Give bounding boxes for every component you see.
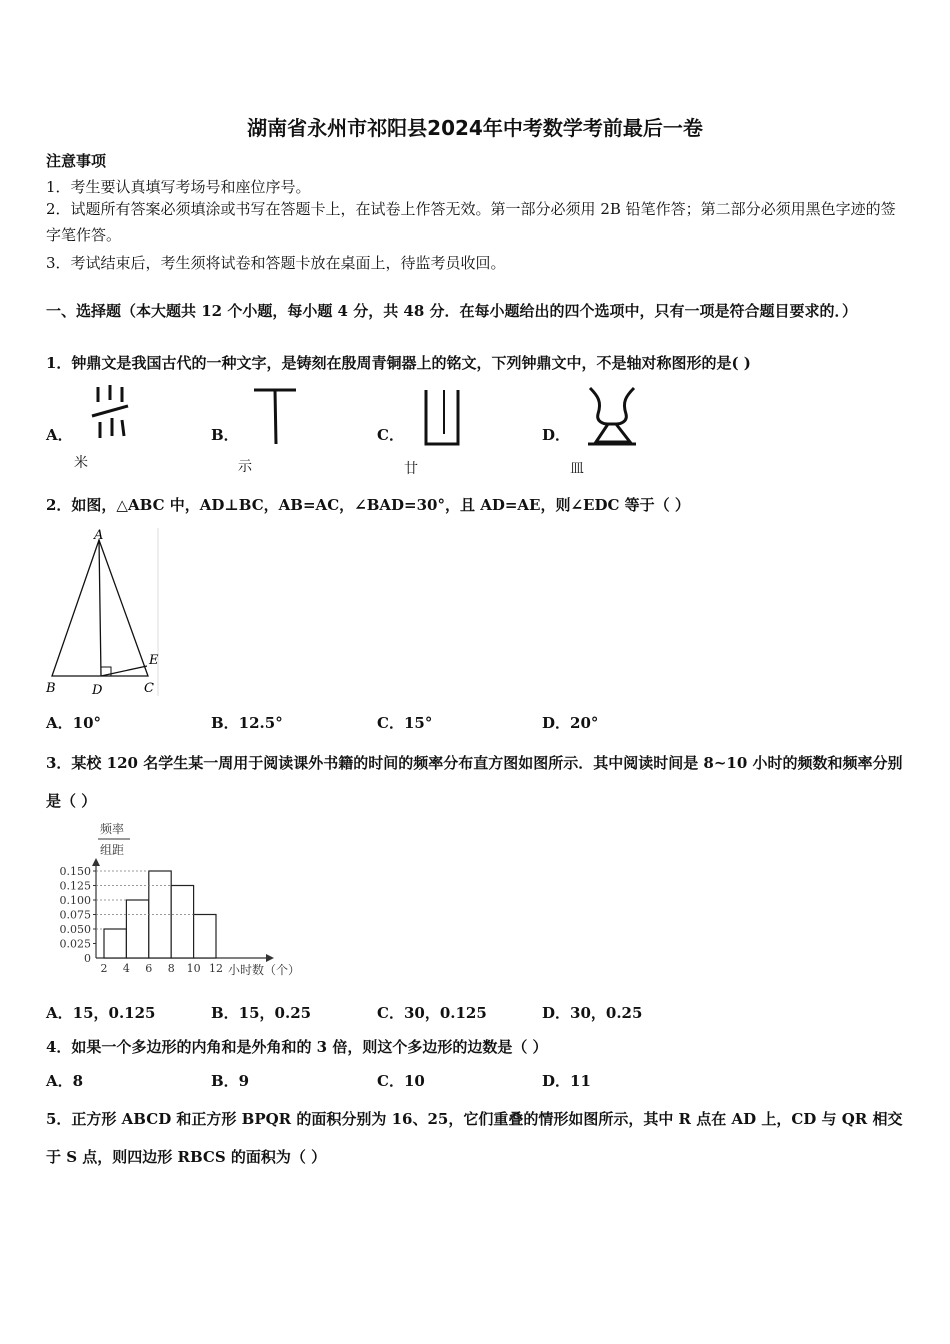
x-axis-arrow [266, 954, 274, 962]
q4-option-d: D．11 [542, 1072, 591, 1090]
y-tick-label: 0.150 [59, 865, 91, 878]
x-tick-label: 6 [145, 962, 153, 975]
q1-caption-a: 米 [74, 455, 88, 471]
q1-glyph-b [250, 384, 300, 454]
q1-caption-d: 皿 [570, 461, 584, 477]
y-axis-arrow [92, 858, 100, 866]
question-4-stem: 4．如果一个多边形的内角和是外角和的 3 倍，则这个多边形的边数是（ ） [46, 1038, 548, 1056]
question-1-stem: 1．钟鼎文是我国古代的一种文字，是铸刻在殷周青铜器上的铭文，下列钟鼎文中，不是轴对称图形的是( ) [46, 354, 751, 372]
notice-heading: 注意事项 [46, 152, 107, 170]
q1-glyph-d [584, 384, 640, 450]
q3-option-c: C．30，0.125 [377, 1004, 487, 1022]
histogram-bar [194, 915, 216, 959]
q2-option-a: A．10° [46, 714, 102, 732]
y-tick-label: 0.100 [59, 894, 91, 907]
q1-option-d-label: D． [542, 426, 571, 444]
q2-label-b: B [46, 681, 56, 696]
q3-option-b: B．15，0.25 [211, 1004, 312, 1022]
notice-item-1: 1．考生要认真填写考场号和座位序号。 [46, 178, 311, 196]
page-title: 湖南省永州市祁阳县2024年中考数学考前最后一卷 [247, 116, 703, 140]
y-tick-label: 0.050 [59, 923, 91, 936]
chart-xlabel: 小时数（个） [228, 963, 301, 977]
y-tick-label: 0.025 [59, 937, 91, 951]
q2-label-a: A [94, 528, 104, 543]
y-tick-label: 0.125 [59, 879, 91, 893]
q1-caption-b: 示 [238, 459, 252, 475]
q2-label-d: D [92, 683, 103, 698]
q1-glyph-a [88, 382, 138, 472]
q4-option-a: A．8 [46, 1072, 84, 1090]
q1-option-c-label: C． [377, 426, 404, 444]
q3-option-d: D．30，0.25 [542, 1004, 643, 1022]
q1-glyph-c [418, 388, 468, 450]
q2-option-d: D．20° [542, 714, 599, 732]
q2-option-b: B．12.5° [211, 714, 283, 732]
y-tick-label: 0.075 [59, 908, 91, 922]
notice-item-2: 2．试题所有答案必须填涂或书写在答题卡上，在试卷上作答无效。第一部分必须用 2B 铅笔作答；第二部分必须用黑色字迹的签字笔作答。 [46, 200, 896, 244]
q2-option-c: C．15° [377, 714, 433, 732]
question-5-stem: 5．正方形 ABCD 和正方形 BPQR 的面积分别为 16、25，它们重叠的情形如图所示，其中 R 点在 AD 上，CD 与 QR 相交于 S 点，则四边形 RBCS 的面积为（ ） [46, 1110, 903, 1166]
q2-label-e: E [149, 653, 159, 668]
x-tick-label: 12 [209, 962, 223, 975]
q3-histogram [44, 816, 334, 982]
x-tick-label: 2 [100, 962, 108, 975]
q4-option-b: B．9 [211, 1072, 250, 1090]
q1-caption-c: 廿 [404, 461, 418, 477]
x-tick-label: 10 [186, 962, 201, 975]
histogram-bar [171, 886, 193, 959]
section-heading: 一、选择题（本大题共 12 个小题，每小题 4 分，共 48 分．在每小题给出的四个选项中，只有一项是符合题目要求的．） [46, 302, 858, 320]
question-2-stem: 2．如图，△ABC 中，AD⊥BC，AB=AC，∠BAD=30°，且 AD=AE，则∠EDC 等于（ ） [46, 496, 690, 514]
question-3-stem: 3．某校 120 名学生某一周用于阅读课外书籍的时间的频率分布直方图如图所示．其中阅读时间是 8~10 小时的频数和频率分别是（ ） [46, 754, 903, 810]
q1-option-a-label: A． [46, 426, 73, 444]
q1-option-b-label: B． [211, 426, 239, 444]
x-tick-label: 8 [167, 962, 175, 975]
q3-option-a: A．15，0.125 [46, 1004, 156, 1022]
histogram-bar [104, 929, 126, 958]
chart-ylabel-top: 频率 [100, 822, 125, 836]
y-tick-label: 0 [84, 952, 91, 965]
q4-option-c: C．10 [377, 1072, 425, 1090]
notice-item-3: 3．考试结束后，考生须将试卷和答题卡放在桌面上，待监考员收回。 [46, 254, 506, 272]
chart-ylabel-bottom: 组距 [100, 843, 125, 857]
q2-label-c: C [144, 681, 154, 696]
histogram-bar [126, 900, 148, 958]
x-tick-label: 4 [122, 962, 130, 975]
q2-triangle-figure [44, 526, 164, 698]
